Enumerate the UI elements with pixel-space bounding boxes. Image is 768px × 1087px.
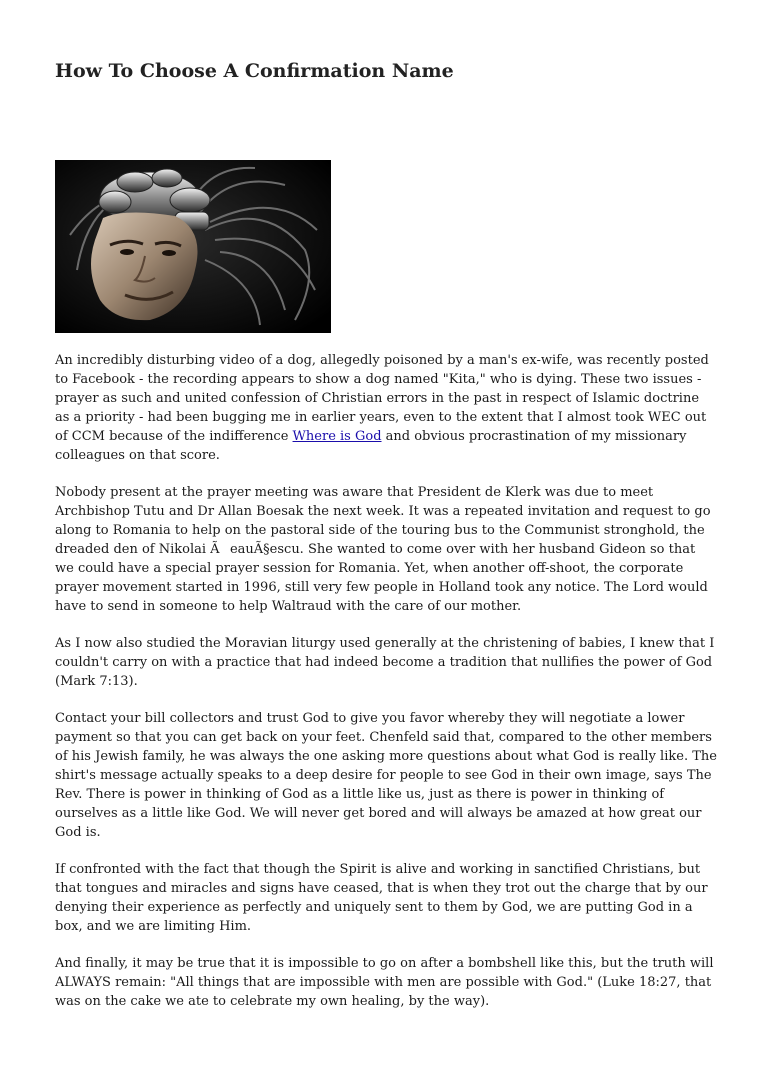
paragraph-1-text-start: An incredibly disturbing video of a dog, allegedly poisoned by a man's ex-wife, was recently posted to Facebook - the recording appears to show a dog named "Kita," who is dying. These two issues - prayer as such and united confession of Christian errors in the past in respect of Islamic doctrine as a priority - had been bugging me in earlier years, even to the extent that I almost took WEC out of CCM because of the indifference (55, 353, 709, 444)
article-image (55, 160, 331, 333)
paragraph-3: As I now also studied the Moravian liturgy used generally at the christening of babies, I knew that I couldn't carry on with a practice that had indeed become a tradition that nullifies the power of God (Mark 7:13). (55, 636, 715, 689)
paragraph-1 (55, 351, 717, 465)
page-title: How To Choose A Confirmation Name (55, 60, 454, 82)
robot-face-illustration-icon (55, 160, 331, 333)
paragraph-4: Contact your bill collectors and trust God to give you favor whereby they will negotiate a lower payment so that you can get back on your feet. Chenfeld said that, compared to the other members of his Jewish family, he was always the one asking more questions about what God is really like. The shirt's message actually speaks to a deep desire for people to see God in their own image, says The Rev. There is power in thinking of God as a little like us, just as there is power in thinking of ourselves as a little like God. We will never get bored and will always be amazed at how great our God is. (55, 711, 717, 840)
paragraph-6: And finally, it may be true that it is impossible to go on after a bombshell like this, but the truth will ALWAYS remain: "All things that are impossible with men are possible with God." (Luke 18:27, that was on the cake we ate to celebrate my own healing, by the way). (55, 956, 714, 1009)
article-body (55, 351, 717, 1029)
paragraph-2: Nobody present at the prayer meeting was aware that President de Klerk was due to meet Archbishop Tutu and Dr Allan Boesak the next week. It was a repeated invitation and request to go along to Romania to help on the pastoral side of the touring bus to the Communist stronghold, the dreaded den of Nikolai ÃeauÃ§escu. She wanted to come over with her husband Gideon so that we could have a special prayer session for Romania. Yet, when another off-shoot, the corporate prayer movement started in 1996, still very few people in Holland took any notice. The Lord would have to send in someone to help Waltraud with the care of our mother. (55, 485, 711, 614)
where-is-god-link[interactable]: Where is God (292, 429, 382, 444)
paragraph-1-text-end: and obvious procrastination of my missionary colleagues on that score. (55, 429, 687, 463)
paragraph-5: If confronted with the fact that though the Spirit is alive and working in sanctified Christians, but that tongues and miracles and signs have ceased, that is when they trot out the charge that by our denying their experience as perfectly and uniquely sent to them by God, we are putting God in a box, and we are limiting Him. (55, 862, 708, 934)
